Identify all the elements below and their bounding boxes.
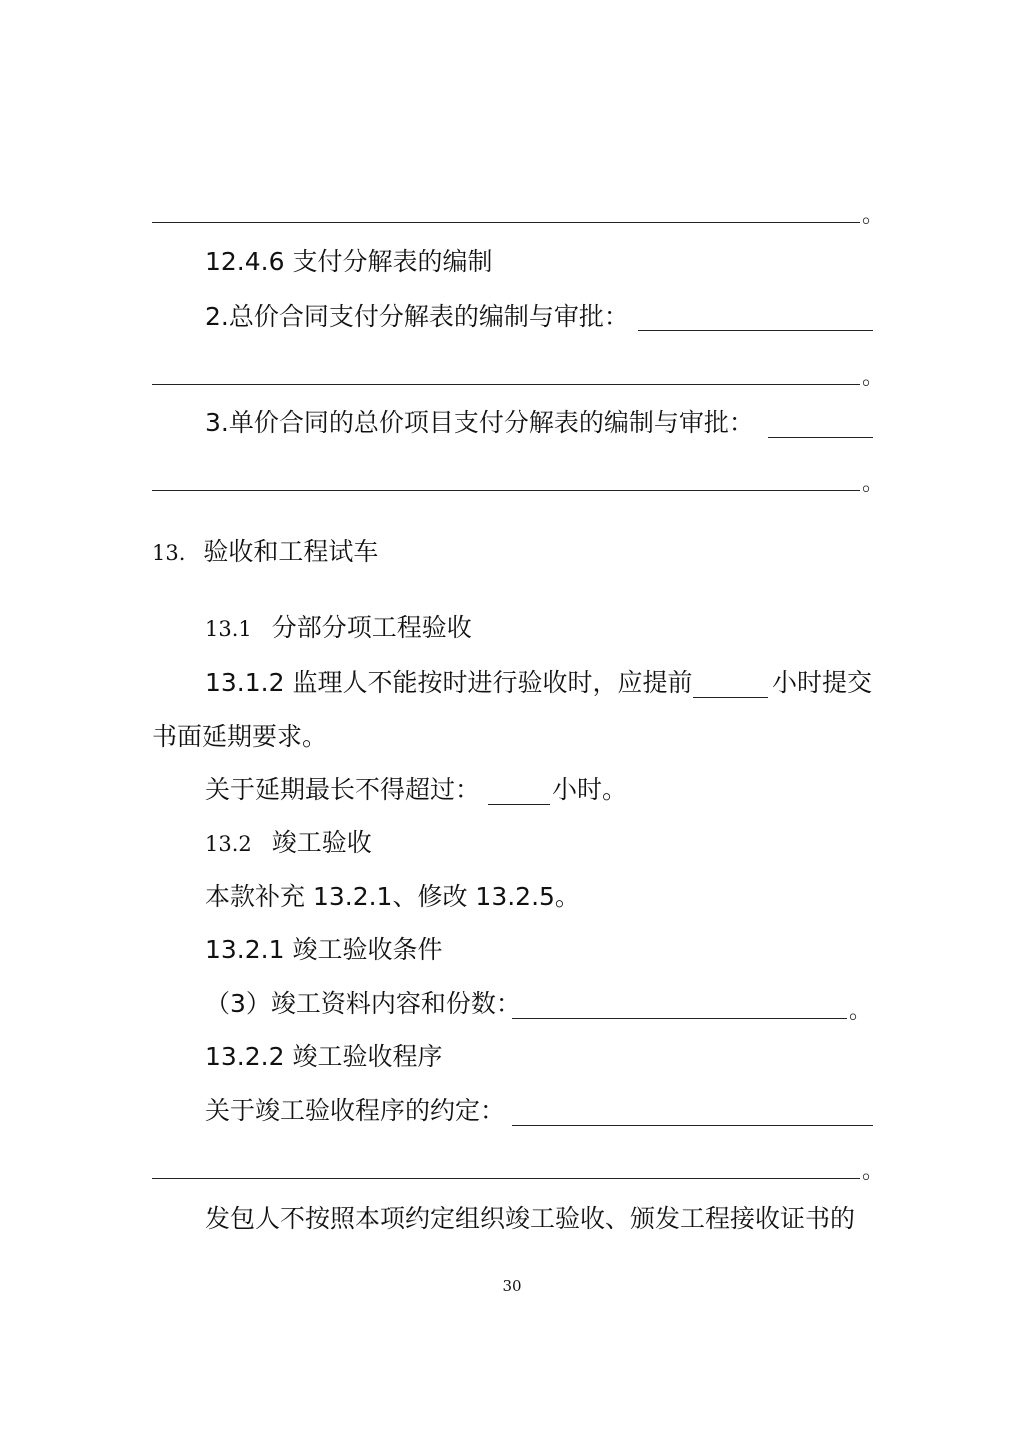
period-mark: 。 (862, 1159, 885, 1184)
fill-blank-line[interactable] (512, 1125, 873, 1126)
section-title: 竣工验收 (271, 828, 372, 857)
page-number: 30 (502, 1277, 522, 1295)
fill-blank-line[interactable] (152, 222, 860, 223)
clause-13-1-2-continuation: 书面延期要求。 (152, 722, 328, 751)
period-mark: 。 (862, 203, 885, 228)
section-title: 分部分项工程验收 (271, 613, 472, 642)
fill-blank-line[interactable] (638, 330, 873, 331)
section-heading-12-4-6: 12.4.6 支付分解表的编制 (205, 247, 493, 276)
fill-blank-line[interactable] (768, 437, 873, 438)
fill-blank-line[interactable] (152, 384, 860, 385)
section-number: 13.1 (205, 617, 252, 641)
fill-blank-line[interactable] (512, 1018, 847, 1019)
section-title: 验收和工程试车 (203, 537, 379, 566)
fill-blank-line[interactable] (152, 1178, 860, 1179)
clause-heading-13-2-2: 13.2.2 竣工验收程序 (205, 1042, 443, 1071)
paragraph-last-line: 发包人不按照本项约定组织竣工验收、颁发工程接收证书的 (205, 1204, 856, 1233)
section-number: 13.2 (205, 832, 252, 856)
period-mark: 。 (862, 365, 885, 390)
fill-blank-line[interactable] (152, 490, 860, 491)
procedure-agreement-label: 关于竣工验收程序的约定： (205, 1096, 506, 1125)
period-mark: 。 (862, 471, 885, 496)
extension-limit-label: 关于延期最长不得超过： (205, 775, 481, 804)
item-3-label: 3.单价合同的总价项目支付分解表的编制与审批： (205, 408, 754, 437)
section-number: 13. (152, 541, 186, 565)
extension-limit-suffix: 小时。 (552, 775, 628, 804)
fill-blank-hours[interactable] (488, 804, 550, 805)
clause-heading-13-2-1: 13.2.1 竣工验收条件 (205, 935, 443, 964)
section-heading-13-1 (205, 611, 472, 646)
clause-note: 本款补充 13.2.1、修改 13.2.5。 (205, 882, 580, 911)
fill-blank-hours[interactable] (693, 697, 768, 698)
section-heading-13 (152, 535, 378, 570)
item-3-completion-docs: （3）竣工资料内容和份数： (205, 989, 521, 1018)
item-2-label: 2.总价合同支付分解表的编制与审批： (205, 302, 629, 331)
clause-13-1-2-suffix: 小时提交 (772, 668, 873, 697)
section-heading-13-2 (205, 826, 372, 861)
period-mark: 。 (849, 999, 872, 1024)
clause-13-1-2-text: 13.1.2 监理人不能按时进行验收时，应提前 (205, 668, 693, 697)
